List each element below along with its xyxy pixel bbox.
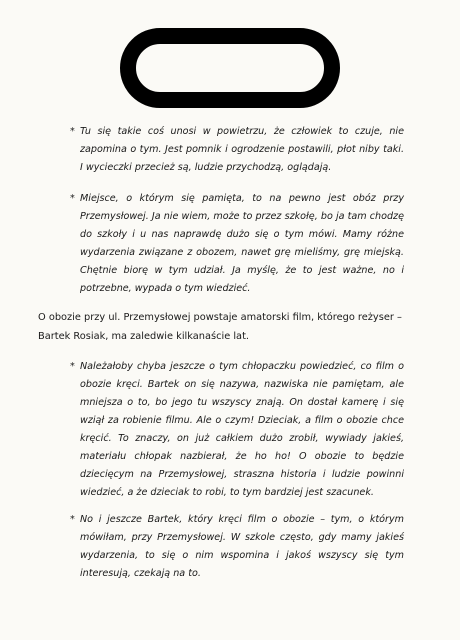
quote-2 [70,190,404,298]
quote-text: Należałoby chyba jeszcze o tym chłopaczku powiedzieć, co film o obozie kręci. Bartek on się nazywa, nazwiska nie pamiętam, ale mniejsza o to, bo jego tu wszyscy znają. On dostał kamerę i się wziął za robienie filmu. Ale o czym! Dzieciak, a film o obozie chce kręcić. To znaczy, on już całkiem dużo zrobił, wywiady jakieś, materiału chłopak nazbierał, że ho ho! O obozie to będzie dziecięcym na Przemysłowej, straszna historia i ludzie powinni wiedzieć, a że dzieciak to robi, to tym bardziej jest szacunek. [80,361,404,498]
quote-text: Miejsce, o którym się pamięta, to na pewno jest obóz przy Przemysłowej. Ja nie wiem, może to przez szkołę, bo ja tam chodzę do szkoły i u nas naprawdę dużo się o tym mówi. Mamy różne wydarzenia związane z obozem, nawet grę mieliśmy, grę miejską. Chętnie biorę w tym udział. Ja myślę, że to jest ważne, no i potrzebne, wypada o tym wiedzieć. [80,193,404,294]
quote-marker: * [70,193,75,204]
quote-1 [70,123,404,177]
quote-marker: * [70,361,75,372]
quote-3 [70,358,404,502]
quote-text: No i jeszcze Bartek, który kręci film o obozie – tym, o którym mówiłam, przy Przemysłowej. W szkole często, gdy mamy jakieś wydarzenia, to się o nim wspomina i jakoś wszyscy się tym interesują, czekają na to. [80,514,404,579]
quote-text: Tu się takie coś unosi w powietrzu, że człowiek to czuje, nie zapomina o tym. Jest pomnik i ogrodzenie postawili, płot niby taki. I wycieczki przecież są, ludzie przychodzą, oglądają. [80,126,404,173]
quote-marker: * [70,514,75,525]
body-paragraph: O obozie przy ul. Przemysłowej powstaje amatorski film, którego reżyser – Bartek Rosiak, ma zaledwie kilkanaście lat. [38,312,402,342]
quote-4 [70,511,404,583]
quote-marker: * [70,126,75,137]
oval-logo-icon [120,28,340,108]
